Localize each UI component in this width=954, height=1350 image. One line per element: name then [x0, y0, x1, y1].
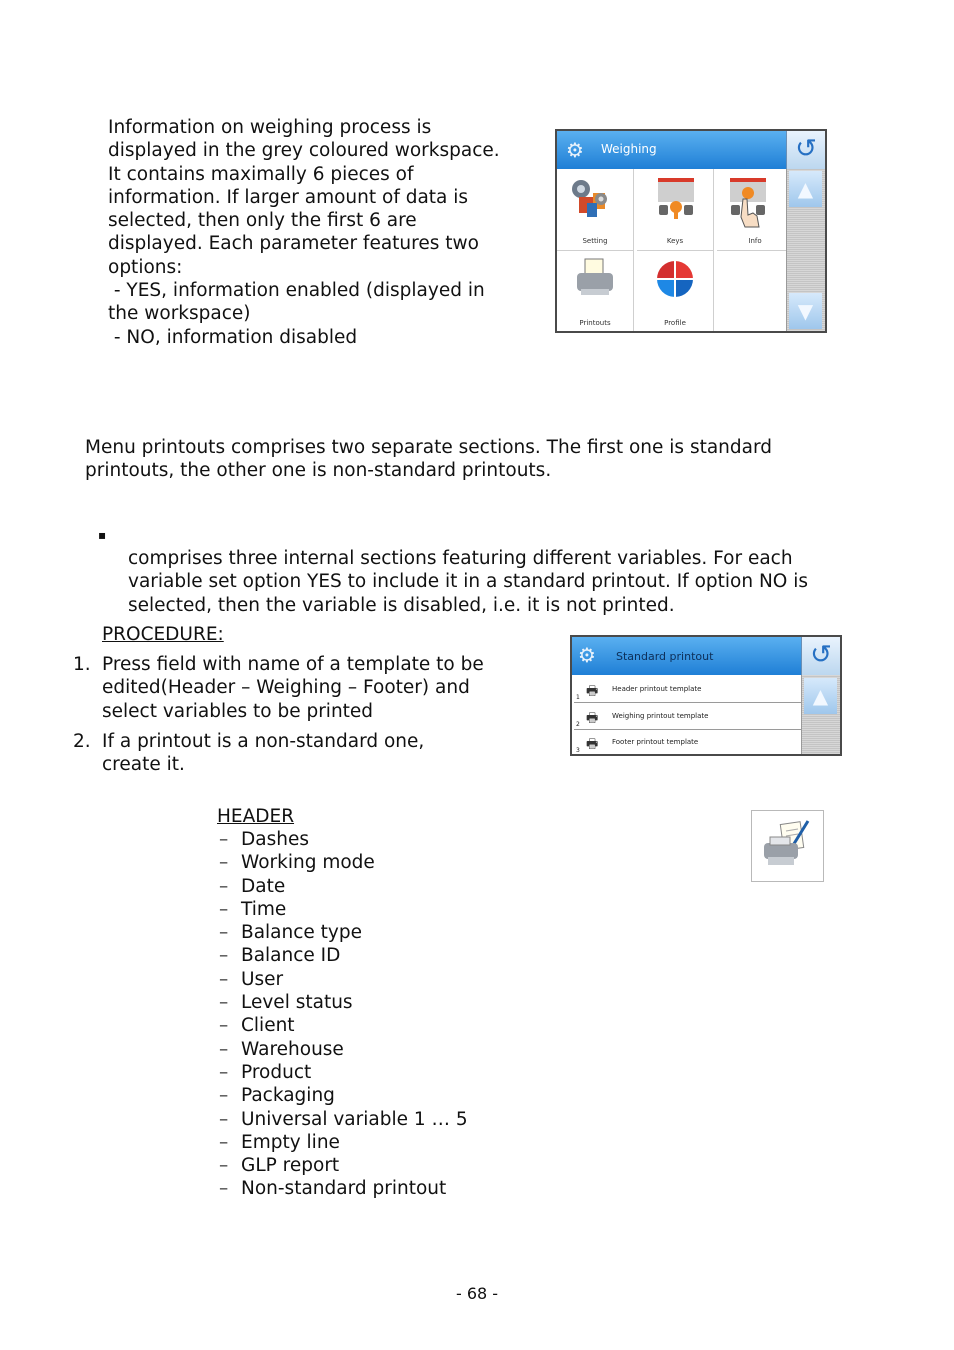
intro-line: Information on weighing process is [108, 117, 432, 138]
dash: – [219, 1061, 229, 1083]
paragraph-line: Menu printouts comprises two separate sections. The first one is standard [85, 437, 773, 458]
dash: – [219, 1155, 229, 1177]
step-line: edited(Header – Weighing – Footer) and [102, 677, 470, 699]
item-label: Packaging [241, 1085, 335, 1107]
menu-grid [557, 169, 789, 333]
dash: – [219, 922, 229, 944]
intro-line: - NO, information disabled [108, 326, 358, 348]
row-label: Footer printout template [612, 738, 699, 746]
intro-line: the workspace) [108, 303, 251, 325]
intro-paragraph [108, 116, 500, 349]
printer-edit-icon [751, 810, 824, 882]
list-item [217, 851, 468, 874]
paragraph-line: selected, then the variable is disabled, i.e. it is not printed. [128, 594, 675, 616]
item-label: Level status [241, 992, 353, 1014]
intro-line: It contains maximally 6 pieces of [108, 163, 414, 185]
tile-label: Setting [582, 237, 608, 245]
weighing-screen [555, 129, 827, 333]
arrow-up-icon: ▲ [797, 177, 814, 201]
list-item [217, 1084, 468, 1107]
procedure-heading: PROCEDURE: [102, 624, 224, 645]
back-arrow-icon: ↺ [810, 640, 832, 670]
header-variables-list [217, 828, 468, 1201]
tile-label: Printouts [579, 319, 611, 327]
item-label: Empty line [241, 1131, 340, 1153]
dash: – [219, 898, 229, 920]
intro-line: selected, then only the first 6 are [108, 210, 417, 232]
menu-printouts-paragraph [85, 436, 772, 483]
title-bar [572, 637, 840, 675]
tile-profile[interactable] [637, 251, 714, 333]
standard-printout-screen [570, 635, 842, 756]
list-item [217, 1177, 468, 1200]
list-item [217, 1131, 468, 1154]
gear-icon: ⚙ [578, 643, 596, 667]
back-arrow-icon: ↺ [795, 134, 817, 164]
info-hand-icon [717, 169, 794, 229]
item-label: Dashes [241, 829, 309, 850]
item-label: GLP report [241, 1155, 340, 1177]
scroll-sidebar [786, 169, 825, 333]
list-item [217, 875, 468, 898]
intro-line: displayed in the grey coloured workspace. [108, 140, 500, 162]
list-item [217, 1038, 468, 1061]
list-item [217, 828, 468, 851]
scroll-sidebar [801, 675, 840, 756]
dash: – [219, 968, 229, 990]
step-line: If a printout is a non-standard one, [102, 731, 425, 752]
item-label: Product [241, 1061, 312, 1083]
item-label: Universal variable 1 … 5 [241, 1108, 468, 1130]
dash: – [219, 875, 229, 897]
dash: – [219, 1015, 229, 1037]
step-number: 2. [73, 731, 91, 752]
header-heading: HEADER [217, 806, 295, 827]
list-item [217, 991, 468, 1014]
row-label: Header printout template [612, 685, 702, 693]
title-bar [557, 131, 825, 169]
dash: – [219, 992, 229, 1014]
list-item [217, 1061, 468, 1084]
intro-line: - YES, information enabled (displayed in [108, 280, 485, 302]
step-line: Press field with name of a template to be [102, 654, 484, 675]
dash: – [219, 852, 229, 874]
dash: – [219, 829, 229, 850]
list-item [217, 1108, 468, 1131]
tile-setting[interactable] [557, 169, 634, 251]
tile-keys[interactable] [637, 169, 714, 251]
keys-icon [637, 169, 714, 229]
printer-edit-icon: 🖶 [586, 737, 599, 752]
list-item [217, 1014, 468, 1037]
intro-line: displayed. Each parameter features two [108, 233, 479, 255]
bullet-marker: ▪ [98, 528, 107, 542]
bullet-paragraph [128, 547, 808, 617]
dash: – [219, 1131, 229, 1153]
printer-edit-graphic [752, 811, 823, 881]
paragraph-line: comprises three internal sections featuring different variables. For each [128, 548, 793, 569]
intro-line: information. If larger amount of data is [108, 186, 469, 208]
screen-title: Weighing [601, 142, 657, 156]
dash: – [219, 945, 229, 967]
list-item[interactable] [574, 705, 803, 730]
screen-title: Standard printout [616, 650, 714, 663]
intro-line: options: [108, 256, 183, 278]
arrow-down-icon: ▼ [797, 299, 814, 323]
back-button[interactable] [801, 637, 840, 675]
step-line: select variables to be printed [102, 700, 374, 722]
profile-icon [637, 251, 714, 311]
dash: – [219, 1108, 229, 1130]
tile-printouts[interactable] [557, 251, 634, 333]
item-label: Balance type [241, 922, 362, 944]
gear-icon: ⚙ [566, 138, 584, 162]
printer-edit-icon: 🖶 [586, 711, 599, 726]
item-label: Balance ID [241, 945, 341, 967]
list-item [217, 898, 468, 921]
paragraph-line: variable set option YES to include it in a standard printout. If option NO is [128, 571, 809, 593]
scroll-down-button[interactable] [789, 293, 822, 329]
item-label: Date [241, 875, 286, 897]
tile-label: Profile [664, 319, 686, 327]
scroll-up-button[interactable] [804, 678, 837, 714]
list-item[interactable] [574, 731, 803, 756]
dash: – [219, 1038, 229, 1060]
row-number: 3 [576, 747, 580, 754]
dash: – [219, 1178, 229, 1200]
row-label: Weighing printout template [612, 712, 709, 720]
tile-info[interactable] [717, 169, 794, 251]
setting-gears-icon [557, 169, 634, 229]
list-item [217, 921, 468, 944]
list-item [217, 944, 468, 967]
row-number: 1 [576, 694, 580, 701]
item-label: User [241, 968, 284, 990]
back-button[interactable] [786, 131, 825, 169]
arrow-up-icon: ▲ [812, 684, 829, 708]
item-label: Time [241, 898, 287, 920]
procedure-step [73, 653, 484, 723]
item-label: Non-standard printout [241, 1178, 447, 1200]
list-item [217, 1154, 468, 1177]
tile-label: Keys [666, 237, 684, 245]
step-number: 1. [73, 654, 91, 675]
list-item [217, 968, 468, 991]
scroll-up-button[interactable] [789, 171, 822, 207]
row-number: 2 [576, 721, 580, 728]
list-item[interactable] [574, 678, 803, 703]
tile-label: Info [748, 237, 762, 245]
dash: – [219, 1085, 229, 1107]
item-label: Warehouse [241, 1038, 344, 1060]
page-number: - 68 - [455, 1284, 499, 1303]
printer-edit-icon: 🖶 [586, 684, 599, 699]
step-line: create it. [102, 754, 185, 776]
paragraph-line: printouts, the other one is non-standard printouts. [85, 460, 552, 482]
printer-icon [557, 251, 634, 311]
procedure-step [73, 730, 424, 777]
item-label: Working mode [241, 852, 375, 874]
item-label: Client [241, 1015, 295, 1037]
